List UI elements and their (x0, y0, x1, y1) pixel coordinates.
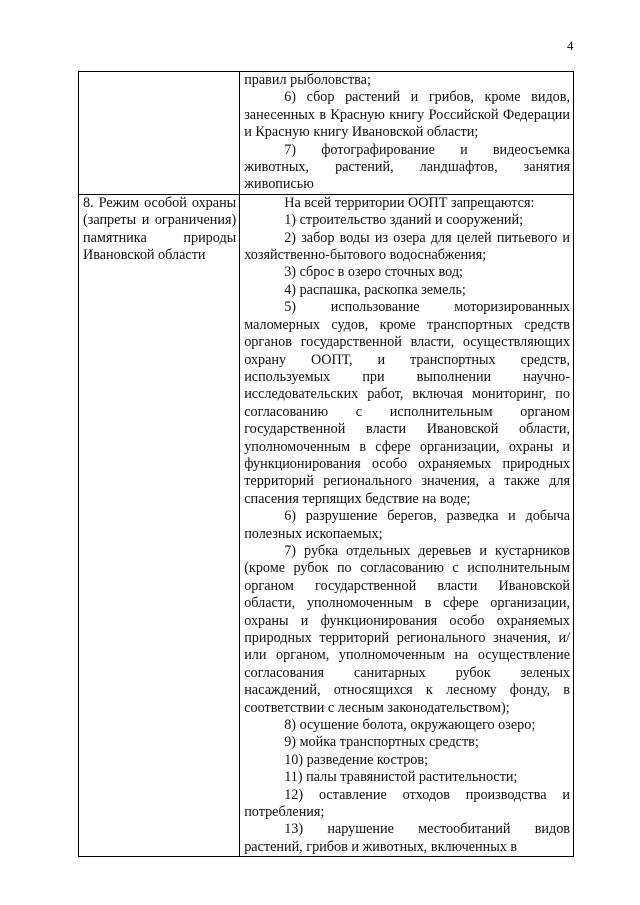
row1-right-cell (240, 72, 574, 195)
paragraph: 10) разведение костров; (284, 751, 429, 768)
page-number: 4 (567, 38, 574, 53)
paragraph: 2) забор воды из озера для целей питьевого и хозяйственно-бытового водоснабжения; (244, 229, 570, 264)
paragraph: 7) фотографирование и видеосъемка животных, растений, ландшафтов, занятия живописью (244, 141, 570, 193)
row2-right-cell (240, 194, 574, 856)
paragraph: 1) строительство зданий и сооружений; (284, 212, 524, 229)
row1-left-cell (79, 72, 240, 195)
table-row (79, 194, 574, 856)
paragraph: 9) мойка транспортных средств; (284, 734, 479, 751)
paragraph: 3) сброс в озеро сточных вод; (284, 264, 464, 281)
paragraph: правил рыболовства; (244, 72, 371, 88)
paragraph: 4) распашка, раскопка земель; (284, 281, 466, 298)
paragraph: 6) разрушение берегов, разведка и добыча полезных ископаемых; (244, 508, 570, 542)
paragraph: 13) нарушение местообитаний видов растений, грибов и животных, включенных в (244, 821, 570, 855)
paragraph: 5) использование моторизированных маломерных судов, кроме транспортных средств органов государственной власти, осуществляющих охрану ООПТ, и транспортных средств, используемых при выполнении научно-исследовательских работ, включая мониторинг, по согласованию с исполнительным органом государственной власти Ивановской области, уполномоченным в сфере организации, охраны и функционирования особо охраняемых природных территорий регионального значения, а также для спасения терпящих бедствие на воде; (244, 299, 570, 507)
section-heading: 8. Режим особой охраны (запреты и ограничения) памятника природы Ивановской области (83, 194, 237, 264)
paragraph: На всей территории ООПТ запрещаются: (284, 194, 535, 211)
regulation-table (78, 71, 574, 857)
paragraph: 7) рубка отдельных деревьев и кустарников (кроме рубок по согласованию с исполнительным органом государственной власти Ивановской области, уполномоченным в сфере организации, охраны и функционирования особо охраняемых природных территорий регионального значения, и/или органом, уполномоченным на осуществление согласования санитарных рубок зеленых насаждений, относящихся к лесному фонду, в соответствии с лесным законодательством); (244, 542, 570, 716)
paragraph: 6) сбор растений и грибов, кроме видов, занесенных в Красную книгу Российской Федерации и Красную книгу Ивановской области; (244, 89, 570, 141)
table-row (79, 72, 574, 195)
paragraph: 8) осушение болота, окружающего озеро; (284, 717, 536, 734)
paragraph: 12) оставление отходов производства и потребления; (244, 786, 570, 821)
paragraph: 11) палы травянистой растительности; (284, 769, 518, 786)
row2-left-cell (79, 194, 240, 856)
